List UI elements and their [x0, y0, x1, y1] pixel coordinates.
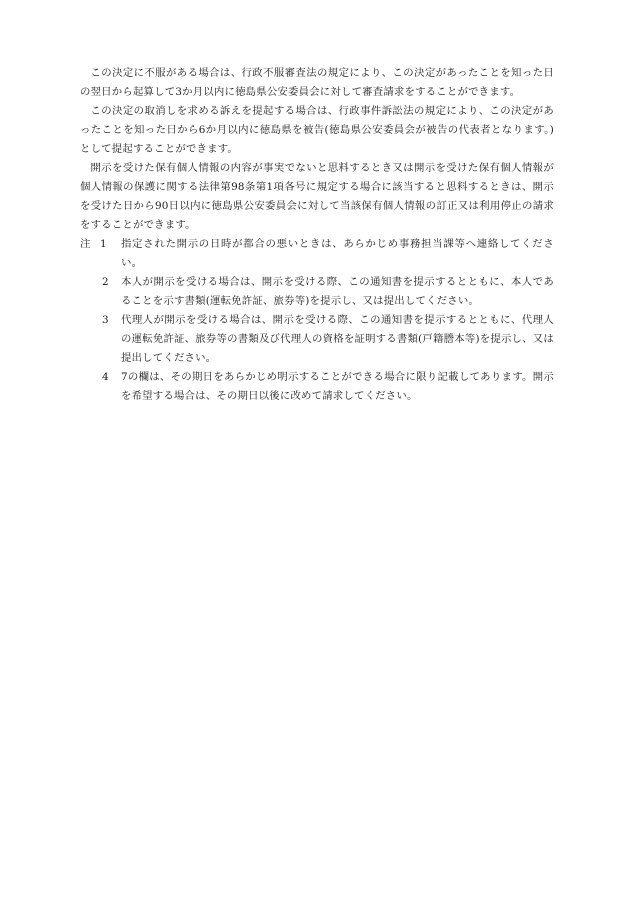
document-page	[80, 64, 554, 406]
note-number: 1	[100, 238, 107, 250]
notes-marker: 注	[80, 238, 91, 250]
note-item-4	[102, 368, 554, 406]
note-text: 7の欄は、その期日をあらかじめ明示することができる場合に限り記載してあります。開示を希望する場合は、その期日以後に改めて請求してください。	[121, 371, 554, 402]
note-number: 4	[102, 371, 109, 383]
note-text: 指定された開示の日時が都合の悪いときは、あらかじめ事務担当課等へ連絡してください。	[121, 238, 554, 269]
note-text: 代理人が開示を受ける場合は、開示を受ける際、この通知書を提示するとともに、代理人の運転免許証、旅券等の書類及び代理人の資格を証明する書類(戸籍謄本等)を提示し、又は提出してください。	[121, 314, 554, 364]
note-item-2	[102, 273, 554, 311]
note-item-1	[80, 235, 554, 273]
note-number: 3	[102, 314, 109, 326]
note-item-3	[102, 311, 554, 368]
notes-list	[80, 235, 554, 406]
correction-request-paragraph: 開示を受けた保有個人情報の内容が事実でないと思料するとき又は開示を受けた保有個人情報が個人情報の保護に関する法律第98条第1項各号に規定する場合に該当すると思料するときは、開示を受けた日から90日以内に徳島県公安委員会に対して当該保有個人情報の訂正又は利用停止の請求をすることができます。	[80, 162, 554, 231]
appeal-review-paragraph: この決定に不服がある場合は、行政不服審査法の規定により、この決定があったことを知った日の翌日から起算して3か月以内に徳島県公安委員会に対して審査請求をすることができます。	[80, 67, 554, 98]
note-text: 本人が開示を受ける場合は、開示を受ける際、この通知書を提示するとともに、本人であることを示す書類(運転免許証、旅券等)を提示し、又は提出してください。	[121, 276, 554, 307]
note-number: 2	[102, 276, 109, 288]
lawsuit-paragraph: この決定の取消しを求める訴えを提起する場合は、行政事件訴訟法の規定により、この決定があったことを知った日から6か月以内に徳島県を被告(徳島県公安委員会が被告の代表者となります。)として提起することができます。	[80, 105, 554, 155]
